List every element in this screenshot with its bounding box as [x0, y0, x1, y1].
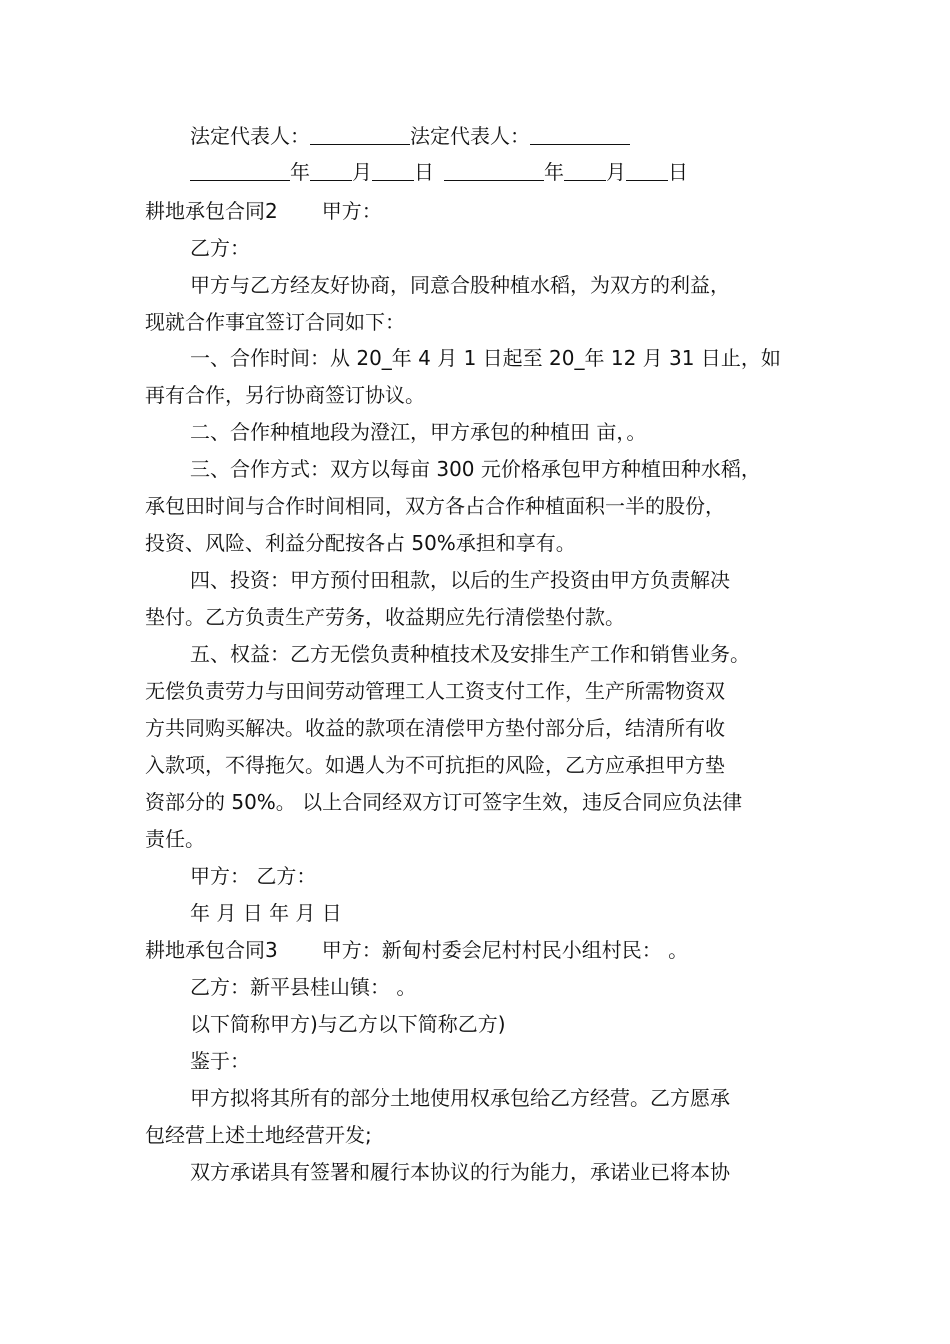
party-b-label: 乙方： — [190, 238, 250, 260]
date-blank — [190, 162, 290, 181]
paragraph-line: 甲方与乙方经友好协商，同意合股种植水稻，为双方的利益， — [190, 275, 730, 297]
legal-rep-blank-b — [530, 126, 630, 145]
paragraph-line: 方共同购买解决。收益的款项在清偿甲方垫付部分后，结清所有收 — [145, 718, 725, 740]
paragraph-line: 承包田时间与合作时间相同，双方各占合作种植面积一半的股份， — [145, 496, 725, 518]
party-b-detail: 乙方：新平县桂山镇： 。 — [190, 977, 417, 999]
date-month-b: 月 — [606, 162, 626, 184]
paragraph-line: 二、合作种植地段为澄江，甲方承包的种植田 亩，。 — [190, 422, 647, 444]
date-day-b: 日 — [668, 162, 688, 184]
date-blank — [310, 162, 352, 181]
signature-line-representatives — [190, 126, 820, 150]
paragraph-line: 资部分的 50%。 以上合同经双方订可签字生效，违反合同应负法律 — [145, 792, 743, 814]
contract-2-heading — [145, 201, 820, 225]
paragraph-line: 一、合作时间：从 20_年 4 月 1 日起至 20_年 12 月 31 日止，如 — [190, 348, 781, 370]
date-blank — [626, 162, 668, 181]
paragraph-line: 现就合作事宜签订合同如下： — [145, 312, 405, 334]
date-blank — [372, 162, 414, 181]
date-month-a: 月 — [352, 162, 372, 184]
contract-3-heading — [145, 940, 820, 964]
paragraph-line: 五、权益：乙方无偿负责种植技术及安排生产工作和销售业务。 — [190, 644, 750, 666]
legal-rep-blank-a — [310, 126, 410, 145]
paragraph-line: 以下简称甲方)与乙方以下简称乙方) — [190, 1014, 506, 1036]
signature-date: 年 月 日 年 月 日 — [190, 903, 342, 925]
date-year-a: 年 — [290, 162, 310, 184]
date-year-b: 年 — [544, 162, 564, 184]
party-a-label: 甲方： — [321, 201, 382, 223]
party-a-detail: 甲方：新甸村委会尼村村民小组村民： 。 — [321, 940, 689, 962]
date-blank — [564, 162, 606, 181]
paragraph-line: 鉴于： — [190, 1051, 250, 1073]
paragraph-line: 无偿负责劳力与田间劳动管理工人工资支付工作，生产所需物资双 — [145, 681, 725, 703]
paragraph-line: 垫付。乙方负责生产劳务，收益期应先行清偿垫付款。 — [145, 607, 625, 629]
paragraph-line: 投资、风险、利益分配按各占 50%承担和享有。 — [145, 533, 576, 555]
paragraph-line: 入款项，不得拖欠。如遇人为不可抗拒的风险，乙方应承担甲方垫 — [145, 755, 725, 777]
paragraph-line: 四、投资：甲方预付田租款，以后的生产投资由甲方负责解决 — [190, 570, 730, 592]
paragraph-line: 甲方拟将其所有的部分土地使用权承包给乙方经营。乙方愿承 — [190, 1088, 730, 1110]
paragraph-line: 再有合作，另行协商签订协议。 — [145, 385, 425, 407]
paragraph-line: 三、合作方式：双方以每亩 300 元价格承包甲方种植田种水稻， — [190, 459, 761, 481]
signature-parties: 甲方： 乙方： — [190, 866, 317, 888]
contract-title: 耕地承包合同3 — [145, 940, 278, 962]
date-day-a: 日 — [414, 162, 434, 184]
legal-rep-label-a: 法定代表人： — [190, 126, 310, 148]
legal-rep-label-b: 法定代表人： — [410, 126, 530, 148]
date-blank — [444, 162, 544, 181]
signature-line-dates — [190, 162, 820, 186]
contract-title: 耕地承包合同2 — [145, 201, 278, 223]
paragraph-line: 责任。 — [145, 829, 205, 851]
paragraph-line: 双方承诺具有签署和履行本协议的行为能力，承诺业已将本协 — [190, 1162, 730, 1184]
paragraph-line: 包经营上述土地经营开发; — [145, 1125, 372, 1147]
